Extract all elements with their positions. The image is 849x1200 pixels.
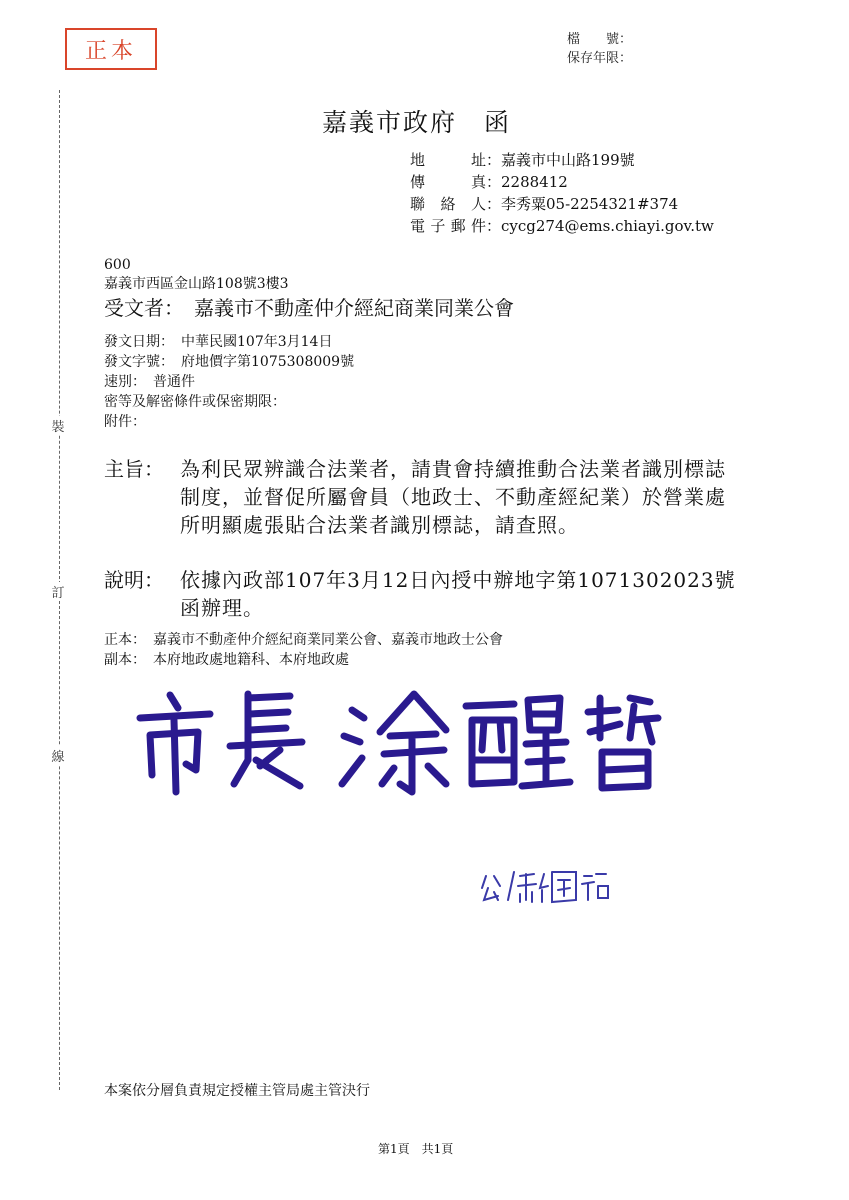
retention-label: 保存年限： bbox=[567, 51, 633, 66]
explanation-label: 說明： bbox=[104, 568, 164, 592]
sender-address-label: 地址 bbox=[410, 151, 486, 169]
sender-address-value: ：嘉義市中山路199號 bbox=[486, 151, 635, 169]
file-number-label: 檔 號： bbox=[567, 32, 633, 47]
postal-code: 600 bbox=[104, 257, 131, 273]
sender-address-row bbox=[410, 149, 714, 171]
original-copy-stamp: 正本 bbox=[65, 28, 157, 70]
issue-date: 發文日期： 中華民國107年3月14日 bbox=[104, 334, 333, 350]
handwritten-note bbox=[480, 866, 610, 910]
sender-fax-value: ：2288412 bbox=[486, 173, 568, 191]
sender-contact-label: 聯絡人 bbox=[410, 195, 486, 213]
subject-block bbox=[104, 455, 746, 539]
page-number: 第1頁 共1頁 bbox=[378, 1142, 454, 1156]
explanation-block bbox=[104, 566, 746, 622]
recipient: 受文者： 嘉義市不動產仲介經紀商業同業公會 bbox=[104, 296, 514, 320]
sender-fax-label: 傳真 bbox=[410, 173, 486, 191]
subject-text: 為利民眾辨識合法業者，請貴會持續推動合法業者識別標誌制度，並督促所屬會員（地政士、不動產經紀業）於營業處所明顯處張貼合法業者識別標誌，請查照。 bbox=[180, 457, 726, 537]
sender-contact-row bbox=[410, 193, 714, 215]
archive-info bbox=[567, 30, 632, 68]
mayor-signature bbox=[130, 680, 690, 800]
document-title: 嘉義市政府 函 bbox=[322, 108, 512, 137]
binding-mark-zhuang: 裝 bbox=[48, 416, 68, 435]
classification: 密等及解密條件或保密期限： bbox=[104, 394, 286, 410]
recipient-address: 嘉義市西區金山路108號3樓3 bbox=[104, 276, 289, 292]
sender-contact-value: ：李秀粟05-2254321#374 bbox=[486, 195, 679, 213]
sender-email-value: ：cycg274@ems.chiayi.gov.tw bbox=[486, 217, 714, 235]
sender-email-label: 電子郵件 bbox=[410, 217, 486, 235]
sender-info bbox=[410, 149, 714, 237]
urgency: 速別： 普通件 bbox=[104, 374, 195, 390]
duplicate-recipients: 副本： 本府地政處地籍科、本府地政處 bbox=[104, 652, 349, 668]
explanation-text: 依據內政部107年3月12日內授中辦地字第1071302023號函辦理。 bbox=[180, 568, 736, 620]
attachments: 附件： bbox=[104, 414, 146, 430]
document-number: 發文字號： 府地價字第1075308009號 bbox=[104, 354, 355, 370]
sender-email-row bbox=[410, 215, 714, 237]
doc-meta bbox=[104, 332, 354, 432]
sender-fax-row bbox=[410, 171, 714, 193]
authorization-note: 本案依分層負責規定授權主管局處主管決行 bbox=[104, 1083, 370, 1099]
original-recipients: 正本： 嘉義市不動產仲介經紀商業同業公會、嘉義市地政士公會 bbox=[104, 632, 503, 648]
subject-label: 主旨： bbox=[104, 457, 164, 481]
binding-mark-ding: 訂 bbox=[48, 582, 68, 601]
copies bbox=[104, 630, 503, 670]
binding-mark-xian: 線 bbox=[48, 746, 68, 765]
